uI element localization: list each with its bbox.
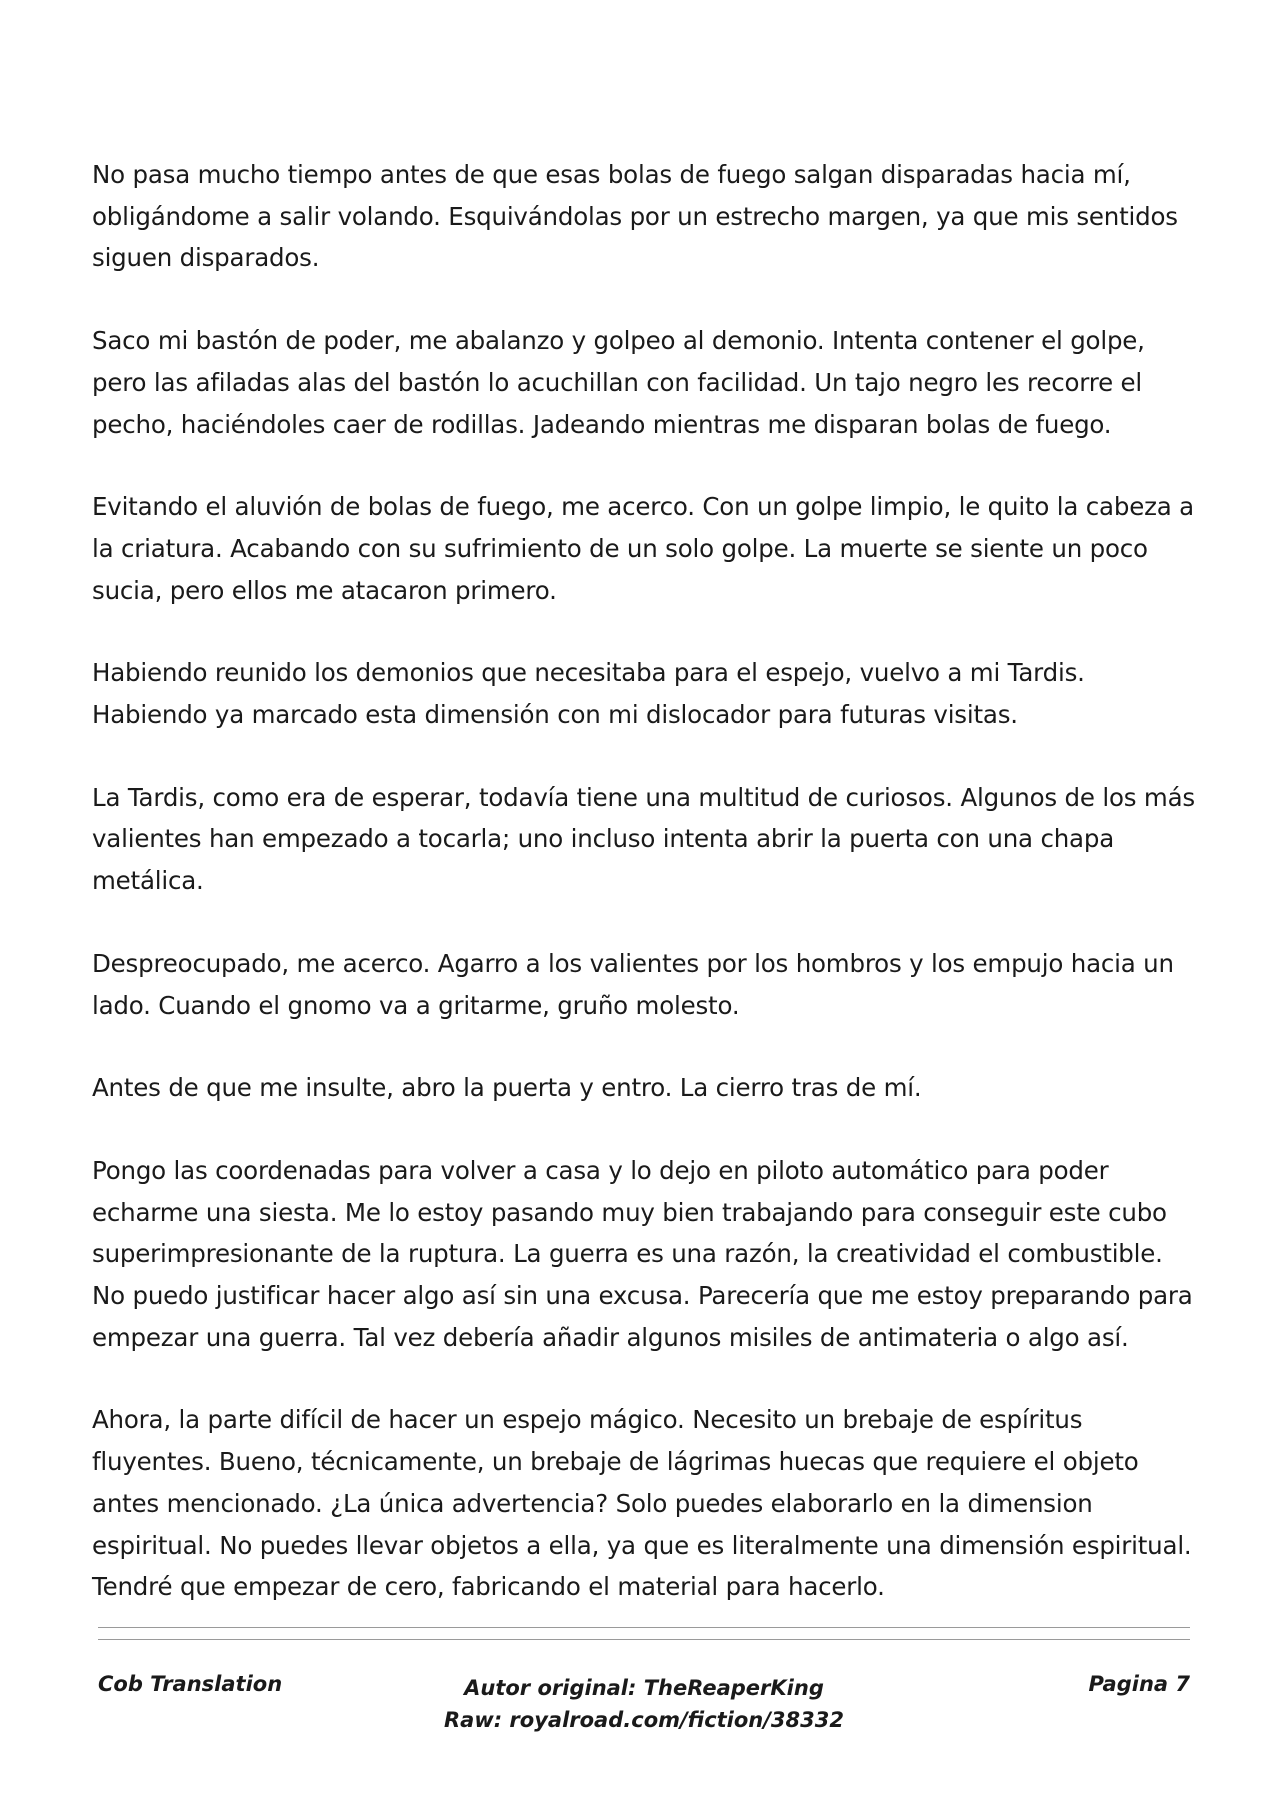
paragraph: No pasa mucho tiempo antes de que esas bolas de fuego salgan disparadas hacia mí, obligándome a salir volando. Esquivándolas por un estrecho margen, ya que mis sentidos siguen disparados. — [92, 160, 1178, 273]
body-text — [92, 154, 1200, 1649]
paragraph: Pongo las coordenadas para volver a casa y lo dejo en piloto automático para poder echarme una siesta. Me lo estoy pasando muy bien trabajando para conseguir este cubo superimpresionante de la ruptura. La guerra es una razón, la creatividad el combustible. No puedo justificar hacer algo así sin una excusa. Parecería que me estoy preparando para empezar una guerra. Tal vez debería añadir algunos misiles de antimateria o algo así. — [92, 1155, 1193, 1352]
footer-divider-top — [98, 1627, 1190, 1628]
paragraph: Despreocupado, me acerco. Agarro a los valientes por los hombros y los empujo hacia un lado. Cuando el gnomo va a gritarme, gruño molesto. — [92, 948, 1174, 1020]
paragraph: Evitando el aluvión de bolas de fuego, me acerco. Con un golpe limpio, le quito la cabeza a la criatura. Acabando con su sufrimiento de un solo golpe. La muerte se siente un poco sucia, pero ellos me atacaron primero. — [92, 492, 1194, 605]
footer-raw-source: Raw: royalroad.com/fiction/38332 — [443, 1708, 844, 1732]
footer-credits — [98, 1672, 1190, 1736]
paragraph: Saco mi bastón de poder, me abalanzo y golpeo al demonio. Intenta contener el golpe, pero las afiladas alas del bastón lo acuchillan con facilidad. Un tajo negro les recorre el pecho, haciéndoles caer de rodillas. Jadeando mientras me disparan bolas de fuego. — [92, 326, 1145, 439]
footer-page-number: Pagina 7 — [1088, 1672, 1190, 1696]
paragraph: Habiendo reunido los demonios que necesitaba para el espejo, vuelvo a mi Tardis. Habiendo ya marcado esta dimensión con mi dislocador para futuras visitas. — [92, 658, 1085, 730]
paragraph: La Tardis, como era de esperar, todavía tiene una multitud de curiosos. Algunos de los más valientes han empezado a tocarla; uno incluso intenta abrir la puerta con una chapa metálica. — [92, 782, 1195, 896]
paragraph: Antes de que me insulte, abro la puerta y entro. La cierro tras de mí. — [92, 1073, 922, 1103]
footer-divider-bottom — [98, 1639, 1190, 1640]
footer-author: Autor original: TheReaperKing — [464, 1676, 824, 1700]
footer-translator: Cob Translation — [98, 1672, 283, 1696]
paragraph: Ahora, la parte difícil de hacer un espejo mágico. Necesito un brebaje de espíritus fluyentes. Bueno, técnicamente, un brebaje de lágrimas huecas que requiere el objeto antes mencionado. ¿La única advertencia? Solo puedes elaborarlo en la dimension espiritual. No puedes llevar objetos a ella, ya que es literalmente una dimensión espiritual. Tendré que empezar de cero, fabricando el material para hacerlo. — [92, 1405, 1192, 1602]
